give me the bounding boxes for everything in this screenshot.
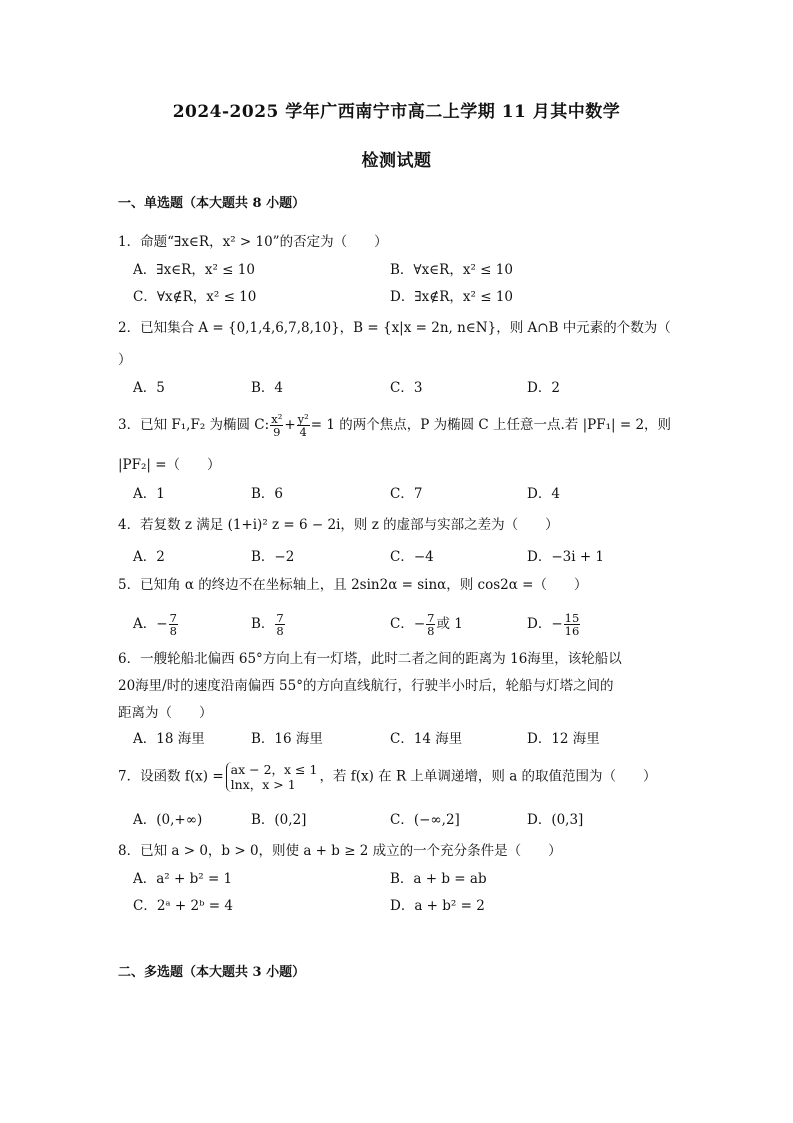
- question-1: 1．命题“∃x∈R，x² > 10”的否定为（ ）: [118, 234, 388, 250]
- q3-option-d: D．4: [527, 486, 560, 502]
- doc-subtitle: 检测试题: [361, 151, 432, 171]
- section-multiple-choice: 二、多选题（本大题共 3 小题）: [118, 965, 306, 980]
- q1-option-d: D．∃x∉R，x² ≤ 10: [390, 289, 514, 305]
- q3-option-b: B．6: [251, 486, 284, 502]
- q7-option-d: D．(0,3]: [527, 812, 584, 828]
- q3-frac2-num: y²: [297, 412, 309, 426]
- q5-option-c: [390, 612, 463, 637]
- q7-option-a: A．(0,+∞): [133, 812, 203, 828]
- q5-b-prefix: B．: [251, 616, 275, 632]
- q3-plus: +: [284, 417, 296, 433]
- q6-option-c: C．14 海里: [390, 731, 463, 747]
- question-2: 2．已知集合 A = {0,1,4,6,7,8,10}，B = {x|x = 2n, n∈N}，则 A∩B 中元素的个数为（: [118, 320, 671, 336]
- q3-stem-post: = 1 的两个焦点，P 为椭圆 C 上任意一点.若 |PF₁| = 2，则: [310, 417, 672, 433]
- q3-stem-pre: 3．已知 F₁,F₂ 为椭圆 C:: [118, 417, 270, 433]
- q7-case-1: ax − 2，x ≤ 1: [230, 762, 318, 777]
- q4-option-d: D．−3i + 1: [527, 549, 605, 565]
- q5-b-fraction: [275, 612, 284, 637]
- q5-option-a: [133, 612, 179, 637]
- q5-a-prefix: A．−: [133, 616, 168, 632]
- q5-a-num: 7: [169, 611, 177, 625]
- q5-a-den: 8: [169, 624, 177, 638]
- q5-a-fraction: [169, 612, 178, 637]
- q8-option-b: B．a + b = ab: [390, 871, 487, 887]
- q1-option-b: B．∀x∈R，x² ≤ 10: [390, 262, 513, 278]
- q3-fraction-x: [270, 413, 283, 438]
- q7-piecewise: [226, 762, 318, 792]
- q7-case-2: lnx，x > 1: [230, 777, 296, 792]
- q6-option-a: A．18 海里: [133, 731, 205, 747]
- q5-d-den: 16: [564, 624, 580, 638]
- q5-b-den: 8: [276, 624, 284, 638]
- q4-option-b: B．−2: [251, 549, 295, 565]
- q4-option-c: C．−4: [390, 549, 434, 565]
- q5-d-fraction: [564, 612, 581, 637]
- q5-d-num: 15: [564, 611, 580, 625]
- q5-option-d: [527, 612, 581, 637]
- q5-c-prefix: C．−: [390, 616, 426, 632]
- q1-option-a: A．∃x∈R，x² ≤ 10: [133, 262, 255, 278]
- q3-frac2-den: 4: [299, 425, 307, 439]
- q5-b-num: 7: [276, 611, 284, 625]
- question-8: 8．已知 a > 0，b > 0，则使 a + b ≥ 2 成立的一个充分条件是（ ）: [118, 843, 562, 859]
- q5-c-suffix: 或 1: [436, 616, 463, 632]
- q8-option-d: D．a + b² = 2: [390, 898, 485, 914]
- question-4: 4．若复数 z 满足 (1+i)² z = 6 − 2i，则 z 的虚部与实部之差为（ ）: [118, 517, 559, 533]
- q7-stem-post: ，若 f(x) 在 R 上单调递增，则 a 的取值范围为（ ）: [319, 768, 657, 785]
- q2-option-b: B．4: [251, 380, 284, 396]
- q6-option-d: D．12 海里: [527, 731, 600, 747]
- question-6-line2: 20海里/时的速度沿南偏西 55°的方向直线航行，行驶半小时后，轮船与灯塔之间的: [118, 678, 614, 694]
- q2-option-d: D．2: [527, 380, 560, 396]
- q2-option-c: C．3: [390, 380, 423, 396]
- q4-option-a: A．2: [133, 549, 165, 565]
- question-2-cont: ）: [118, 352, 132, 368]
- q5-d-prefix: D．−: [527, 616, 563, 632]
- q7-option-c: C．(−∞,2]: [390, 812, 460, 828]
- q7-stem-pre: 7．设函数 f(x) =: [118, 768, 224, 785]
- section-single-choice: 一、单选题（本大题共 8 小题）: [118, 196, 306, 211]
- question-3-cont: |PF₂| =（ ）: [118, 457, 221, 473]
- q6-option-b: B．16 海里: [251, 731, 323, 747]
- q3-option-a: A．1: [133, 486, 165, 502]
- question-5: 5．已知角 α 的终边不在坐标轴上，且 2sin2α = sinα，则 cos2α =（ ）: [118, 577, 588, 593]
- question-7: [118, 762, 657, 792]
- question-3: [118, 413, 671, 438]
- q3-frac1-den: 9: [273, 425, 281, 439]
- q5-c-den: 8: [427, 624, 435, 638]
- q3-option-c: C．7: [390, 486, 423, 502]
- q5-option-b: [251, 612, 286, 637]
- doc-title: 2024-2025 学年广西南宁市高二上学期 11 月其中数学: [172, 102, 621, 122]
- q8-option-c: C．2ᵃ + 2ᵇ = 4: [133, 898, 233, 914]
- question-6-line1: 6．一艘轮船北偏西 65°方向上有一灯塔，此时二者之间的距离为 16海里，该轮船以: [118, 651, 622, 667]
- q3-frac1-num: x²: [271, 412, 283, 426]
- q2-option-a: A．5: [133, 380, 165, 396]
- q3-fraction-y: [297, 413, 310, 438]
- q7-option-b: B．(0,2]: [251, 812, 307, 828]
- q8-option-a: A．a² + b² = 1: [133, 871, 233, 887]
- q1-option-c: C．∀x∉R，x² ≤ 10: [133, 289, 257, 305]
- question-6-line3: 距离为（ ）: [118, 705, 213, 721]
- q5-c-fraction: [426, 612, 435, 637]
- q5-c-num: 7: [427, 611, 435, 625]
